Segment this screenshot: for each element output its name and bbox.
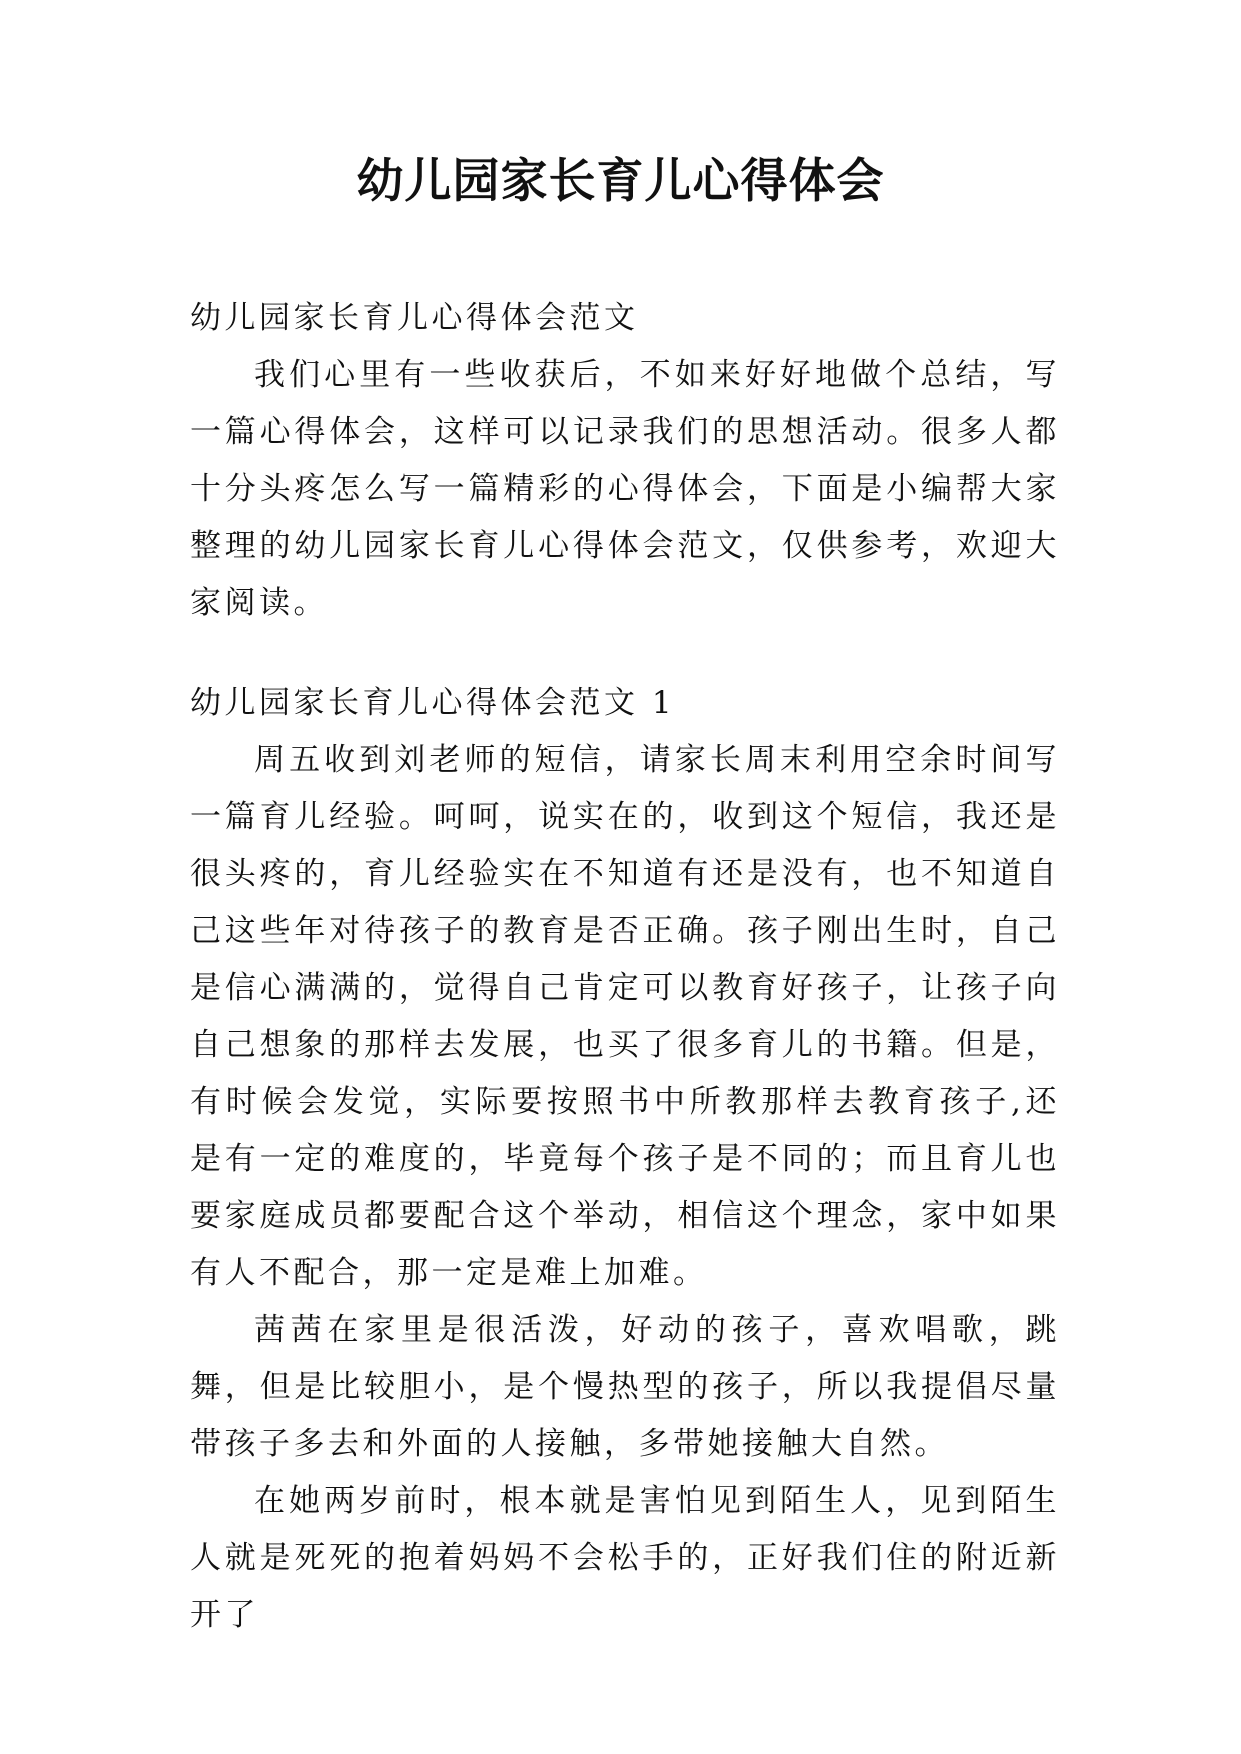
paragraph: 周五收到刘老师的短信，请家长周末利用空余时间写一篇育儿经验。呵呵，说实在的，收到这个短信，我还是很头疼的，育儿经验实在不知道有还是没有，也不知道自己这些年对待孩子的教育是否正确。孩子刚出生时，自己是信心满满的，觉得自己肯定可以教育好孩子，让孩子向自己想象的那样去发展，也买了很多育儿的书籍。但是，有时候会发觉，实际要按照书中所教那样去教育孩子,还是有一定的难度的，毕竟每个孩子是不同的；而且育儿也要家庭成员都要配合这个举动，相信这个理念，家中如果有人不配合，那一定是难上加难。 — [190, 742, 1060, 1291]
paragraph: 茜茜在家里是很活泼，好动的孩子，喜欢唱歌，跳舞，但是比较胆小，是个慢热型的孩子，所以我提倡尽量带孩子多去和外面的人接触，多带她接触大自然。 — [190, 1312, 1060, 1462]
section-heading: 幼儿园家长育儿心得体会范文 — [190, 300, 639, 336]
section-spacer — [190, 632, 1060, 675]
document-body — [190, 290, 1060, 1644]
section-heading: 幼儿园家长育儿心得体会范文 1 — [190, 685, 676, 721]
paragraph: 在她两岁前时，根本就是害怕见到陌生人，见到陌生人就是死死的抱着妈妈不会松手的，正好我们住的附近新开了 — [190, 1483, 1060, 1633]
paragraph: 我们心里有一些收获后，不如来好好地做个总结，写一篇心得体会，这样可以记录我们的思想活动。很多人都十分头疼怎么写一篇精彩的心得体会，下面是小编帮大家整理的幼儿园家长育儿心得体会范文，仅供参考，欢迎大家阅读。 — [190, 357, 1060, 621]
document-title: 幼儿园家长育儿心得体会 — [356, 154, 885, 209]
